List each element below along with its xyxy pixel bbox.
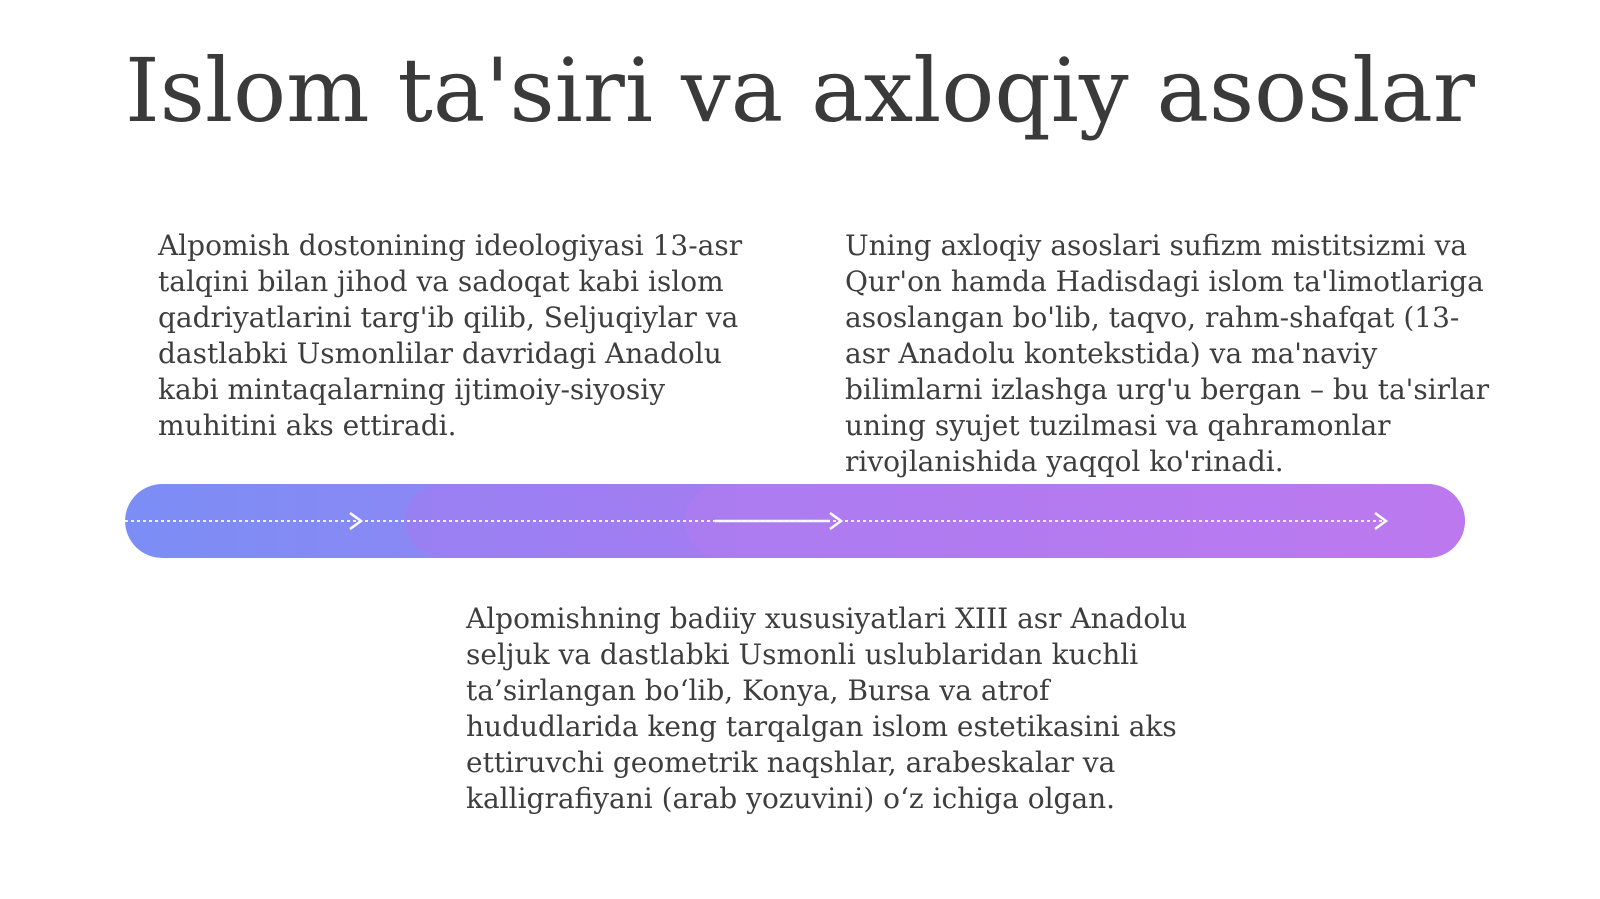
- timeline-bar: [125, 484, 1465, 558]
- text-block-ethics: Uning axloqiy asoslari sufizm mistitsizmi va Qur'on hamda Hadisdagi islom ta'limotlariga asoslangan bo'lib, taqvo, rahm-shafqat (13-asr Anadolu kontekstida) va ma'naviy bilimlarni izlashga urg'u bergan – bu ta'sirlar uning syujet tuzilmasi va qahramonlar rivojlanishida yaqqol ko'rinadi.: [845, 229, 1490, 478]
- timeline-arrows: [125, 484, 1465, 558]
- slide-title: Islom ta'siri va axloqiy asoslar: [125, 39, 1475, 142]
- text-block-ideology: Alpomish dostonining ideologiyasi 13-asr talqini bilan jihod va sadoqat kabi islom qadriyatlarini targ'ib qilib, Seljuqiylar va dastlabki Usmonlilar davridagi Anadolu kabi mintaqalarning ijtimoiy-siyosiy muhitini aks ettiradi.: [158, 229, 743, 442]
- text-block-art: Alpomishning badiiy xususiyatlari XIII asr Anadolu seljuk va dastlabki Usmonli uslublaridan kuchli ta’sirlangan bo‘lib, Konya, Bursa va atrof hududlarida keng tarqalgan islom estetikasini aks ettiruvchi geometrik naqshlar, arabeskalar va kalligrafiyani (arab yozuvini) o‘z ichiga olgan.: [466, 602, 1188, 815]
